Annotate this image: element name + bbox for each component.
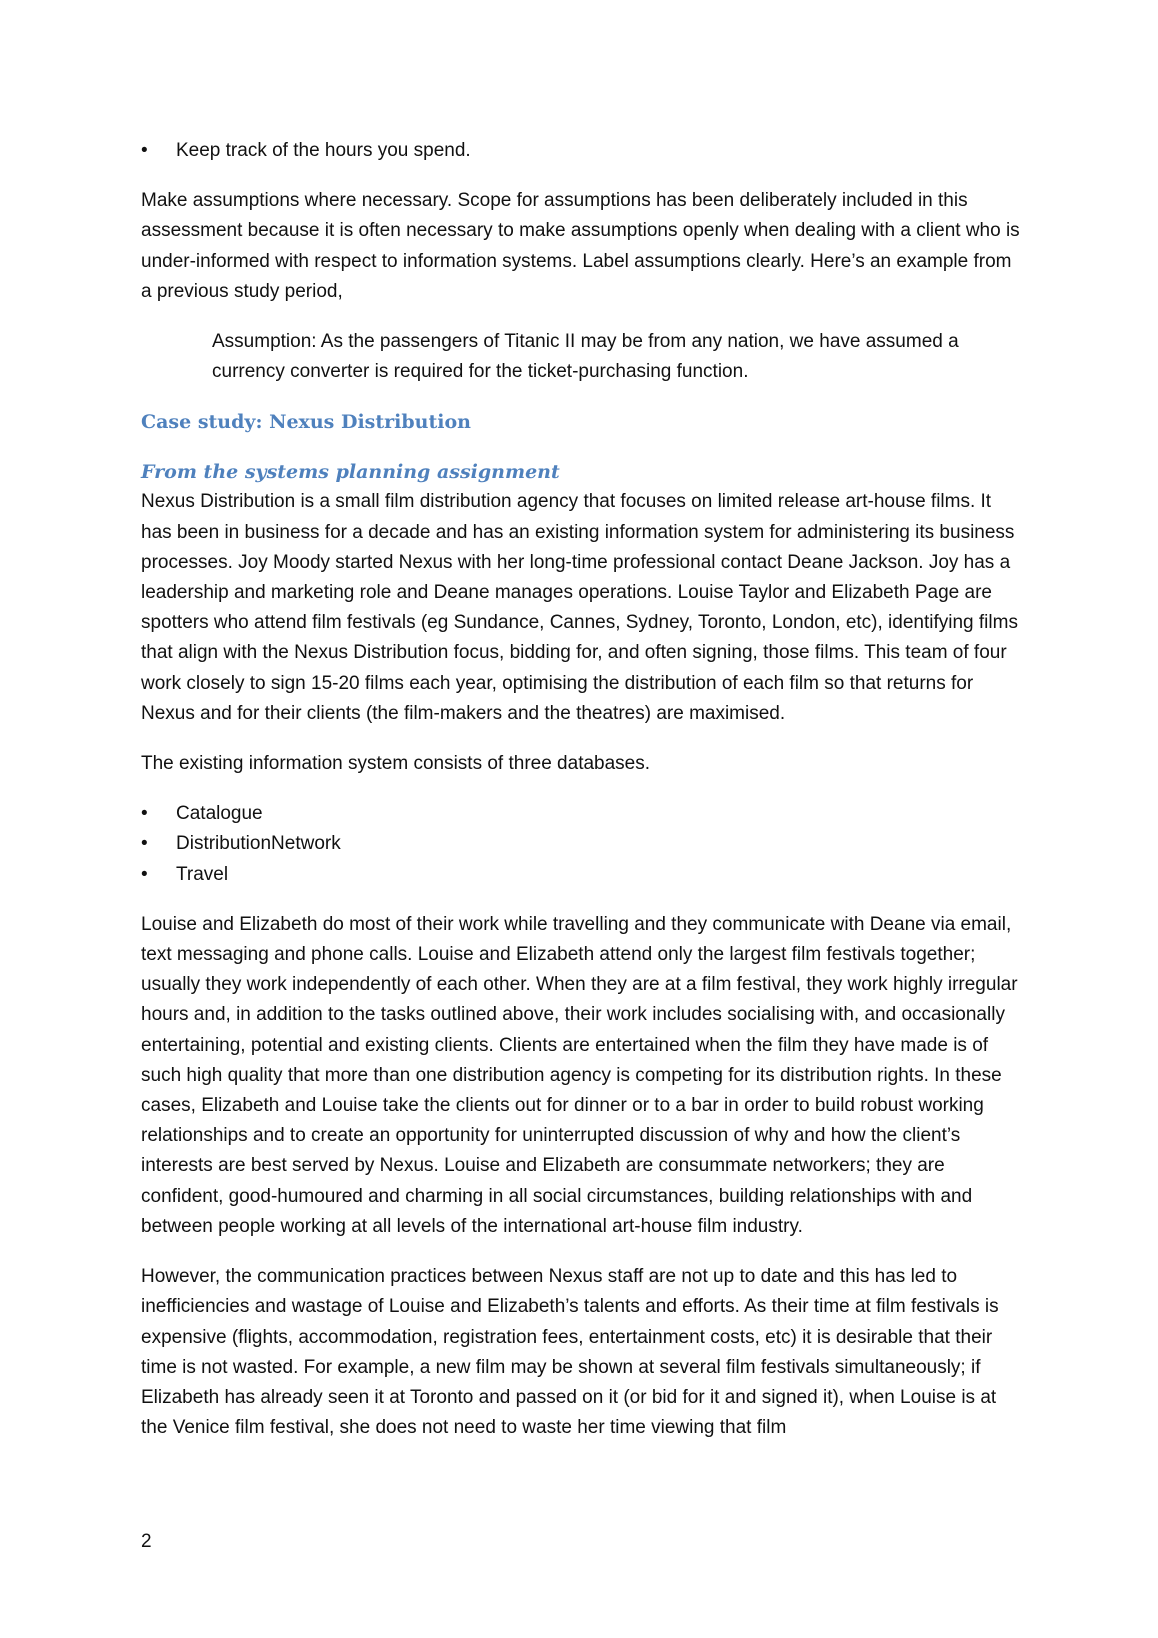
assumptions-paragraph: Make assumptions where necessary. Scope for assumptions has been deliberately included in this assessment because it is often necessary to make assumptions openly when dealing with a client who is under-informed with respect to information systems. Label assumptions clearly. Here’s an example from a previous study period, [141,190,1020,302]
page-number: 2 [141,1531,152,1552]
list-item: • Catalogue [141,799,1021,829]
travel-work-paragraph: Louise and Elizabeth do most of their work while travelling and they communicate with Deane via email, text messaging and phone calls. Louise and Elizabeth attend only the largest film festivals together; usually they work independently of each other. When they are at a film festival, they work highly irregular hours and, in addition to the tasks outlined above, their work includes socialising with, and occasionally entertaining, potential and existing clients. Clients are entertained when the film they have made is of such high quality that more than one distribution agency is competing for its distribution rights. In these cases, Elizabeth and Louise take the clients out for dinner or to a bar in order to build robust working relationships and to create an opportunity for uninterrupted discussion of why and how the client’s interests are best served by Nexus. Louise and Elizabeth are consummate networkers; they are confident, good-humoured and charming in all social circumstances, building relationships with and between people working at all levels of the international art-house film industry. [141,913,1018,1237]
intro-bullet-list [141,136,1021,166]
systems-planning-subheading: From the systems planning assignment [141,461,560,484]
list-item: • Keep track of the hours you spend. [141,136,1021,166]
list-item: • DistributionNetwork [141,829,1021,859]
document-page [141,136,1021,1443]
assumption-example-quote: Assumption: As the passengers of Titanic II may be from any nation, we have assumed a currency converter is required for the ticket-purchasing function. [212,331,959,383]
list-item: • Travel [141,860,1021,890]
nexus-intro-paragraph: Nexus Distribution is a small film distribution agency that focuses on limited release art-house films. It has been in business for a decade and has an existing information system for administering its business processes. Joy Moody started Nexus with her long-time professional contact Deane Jackson. Joy has a leadership and marketing role and Deane manages operations. Louise Taylor and Elizabeth Page are spotters who attend film festivals (eg Sundance, Cannes, Sydney, Toronto, London, etc), identifying films that align with the Nexus Distribution focus, bidding for, and often signing, those films. This team of four work closely to sign 15-20 films each year, optimising the distribution of each film so that returns for Nexus and for their clients (the film-makers and the theatres) are maximised. [141,491,1018,724]
databases-list [141,799,1021,890]
communication-paragraph: However, the communication practices between Nexus staff are not up to date and this has led to inefficiencies and wastage of Louise and Elizabeth’s talents and efforts. As their time at film festivals is expensive (flights, accommodation, registration fees, entertainment costs, etc) it is desirable that their time is not wasted. For example, a new film may be shown at several film festivals simultaneously; if Elizabeth has already seen it at Toronto and passed on it (or bid for it and signed it), when Louise is at the Venice film festival, she does not need to waste her time viewing that film [141,1266,999,1439]
case-study-heading: Case study: Nexus Distribution [141,411,471,434]
databases-intro-paragraph: The existing information system consists of three databases. [141,753,651,775]
